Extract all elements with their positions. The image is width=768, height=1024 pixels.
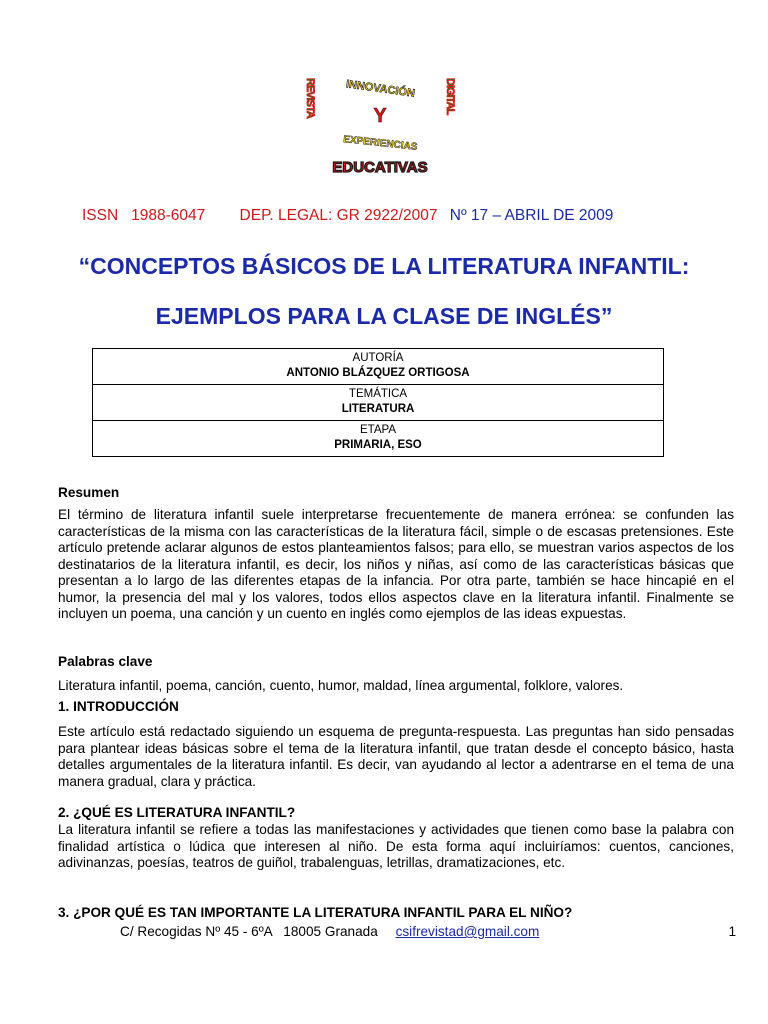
article-title-line2: EJEMPLOS PARA LA CLASE DE INGLÉS”	[155, 303, 613, 329]
table-row	[93, 349, 664, 385]
logo-banner-text: EDUCATIVAS	[332, 159, 428, 176]
page-number: 1	[728, 924, 736, 939]
section2-heading: 2. ¿QUÉ ES LITERATURA INFANTIL?	[58, 805, 296, 820]
author-label: AUTORÍA	[352, 352, 404, 364]
keywords-text: Literatura infantil, poema, canción, cuento, humor, maldad, línea argumental, folklore, valores.	[58, 678, 624, 693]
author-value: ANTONIO BLÁZQUEZ ORTIGOSA	[286, 367, 470, 379]
magazine-logo	[290, 70, 470, 180]
keywords-heading: Palabras clave	[58, 654, 153, 669]
section2-text: La literatura infantil se refiere a todas las manifestaciones y actividades que tienen como base la palabra con finalidad artística o lúdica que interesen al niño. De esta forma aquí incluiríamos: cuentos, canciones, adivinanzas, poesías, teatros de guiñol, trabalenguas, letrillas, dramatizaciones, etc.	[58, 822, 734, 870]
logo-left-vertical: REVISTA	[304, 78, 316, 118]
stage-label: ETAPA	[360, 424, 396, 436]
table-row	[93, 421, 664, 457]
author-cell	[93, 349, 664, 385]
logo-bottom-text: EXPERIENCIAS	[342, 134, 418, 153]
logo-right-vertical: DIGITAL	[444, 78, 456, 115]
resumen-text: El término de literatura infantil suele interpretarse frecuentemente de manera errónea: se confunden las características de la misma con las características de la literatura fácil, simple o de escasas pretensiones. Este artículo pretende aclarar algunos de estos planteamientos falsos; para ello, se muestran varios aspectos de los destinatarios de la literatura infantil, es decir, los niños y niñas, así como de las características básicas que presentan a lo largo de las diferentes etapas de la infancia. Por otra parte, también se hace hincapié en el humor, la presencia del mal y los valores, todos ellos aspectos clave en la literatura infantil. Finalmente se incluyen un poema, una canción y un cuento en inglés como ejemplos de las ideas expuestas.	[58, 507, 734, 621]
page-footer	[120, 924, 736, 939]
footer-email-link[interactable]: csifrevistad@gmail.com	[395, 924, 540, 939]
stage-value: PRIMARIA, ESO	[334, 439, 422, 451]
issn-line	[82, 207, 702, 225]
author-info-table	[92, 348, 664, 457]
dep-legal: DEP. LEGAL: GR 2922/2007	[239, 207, 438, 224]
issn: ISSN 1988-6047	[82, 207, 206, 224]
section3-heading: 3. ¿POR QUÉ ES TAN IMPORTANTE LA LITERATURA INFANTIL PARA EL NIÑO?	[58, 905, 573, 920]
stage-cell	[93, 421, 664, 457]
theme-value: LITERATURA	[341, 403, 415, 415]
logo-top-text: INNOVACIÓN	[345, 78, 416, 100]
section1-text: Este artículo está redactado siguiendo un esquema de pregunta-respuesta. Las preguntas han sido pensadas para plantear ideas básicas sobre el tema de la literatura infantil, que tratan desde el concepto básico, hasta detalles argumentales de la literatura infantil. Es decir, van ayudando al lector a adentrarse en el tema de una manera gradual, clara y práctica.	[58, 724, 734, 789]
footer-address: C/ Recogidas Nº 45 - 6ºA 18005 Granada	[120, 924, 378, 939]
issue-number: Nº 17 – ABRIL DE 2009	[449, 207, 614, 224]
article-title-line1: “CONCEPTOS BÁSICOS DE LA LITERATURA INFANTIL:	[78, 253, 690, 279]
resumen-heading: Resumen	[58, 485, 120, 500]
logo-middle-text: Y	[373, 105, 387, 127]
theme-cell	[93, 385, 664, 421]
section1-heading: 1. INTRODUCCIÓN	[58, 699, 179, 714]
table-row	[93, 385, 664, 421]
theme-label: TEMÁTICA	[348, 388, 408, 400]
